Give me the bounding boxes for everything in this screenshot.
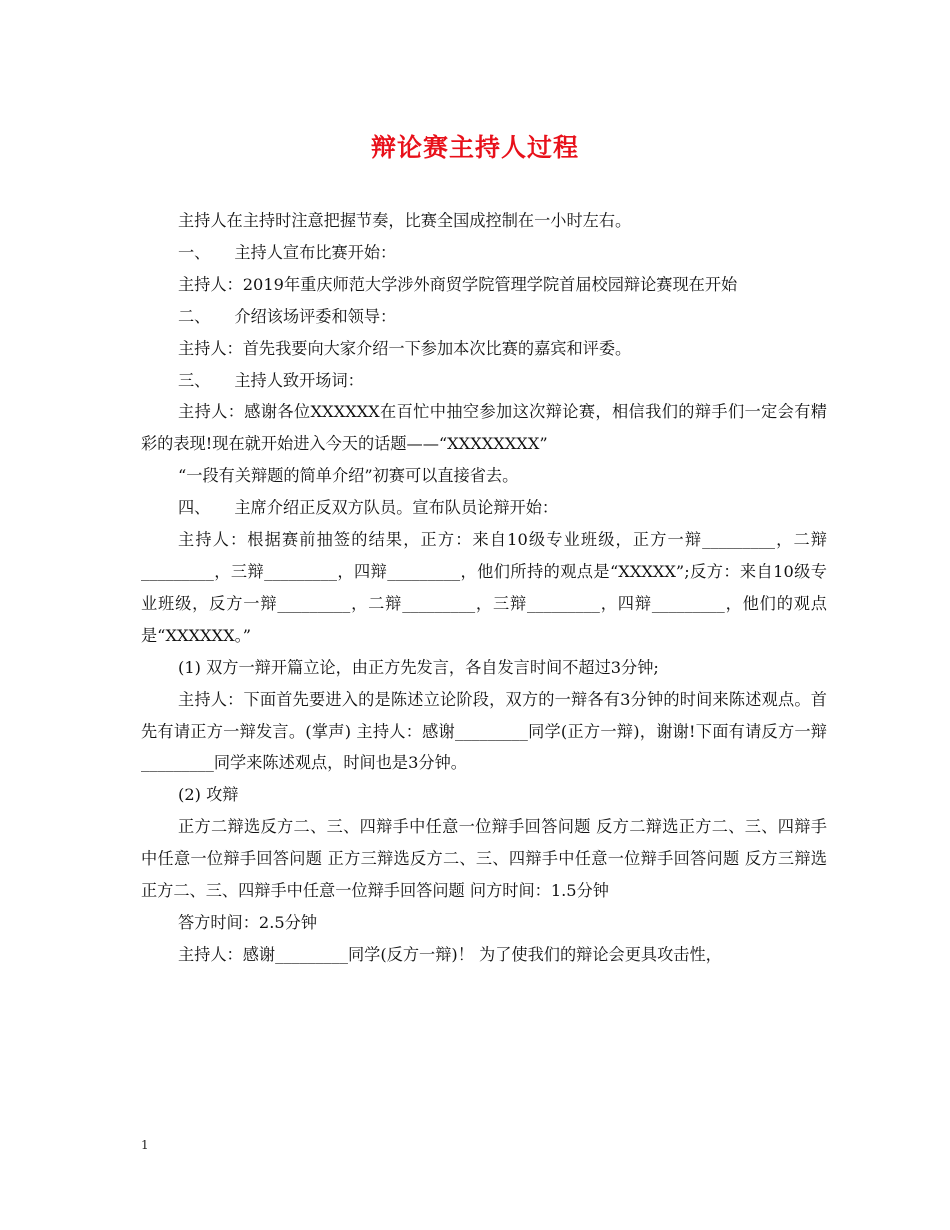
document-body bbox=[141, 205, 827, 971]
document-title: 辩论赛主持人过程 bbox=[370, 133, 579, 162]
paragraph-opening-announcement: 主持人：2019年重庆师范大学涉外商贸学院管理学院首届校园辩论赛现在开始 bbox=[178, 274, 738, 294]
paragraph-cross-examination-heading: (2) 攻辩 bbox=[178, 785, 239, 805]
paragraph-cross-examination-rules: 正方二辩选反方二、三、四辩手中任意一位辩手回答问题 反方二辩选正方二、三、四辩手中任意一位辩手回答问题 正方三辩选反方二、三、四辩手中任意一位辩手回答问题 反方三辩选正方二、三、四辩手中任意一位辩手回答问题 问方时间：1.5分钟 bbox=[141, 817, 827, 901]
paragraph-final-host-line: 主持人：感谢_________同学(反方一辩)！ 为了使我们的辩论会更具攻击性， bbox=[178, 944, 722, 964]
paragraph-topic-introduction: “一段有关辩题的简单介绍”初赛可以直接省去。 bbox=[178, 466, 519, 486]
section-one-title: 主持人宣布比赛开始： bbox=[234, 242, 397, 262]
paragraph-opening-speech: 主持人：感谢各位XXXXXX在百忙中抽空参加这次辩论赛，相信我们的辩手们一定会有精彩的表现!现在就开始进入今天的话题——“XXXXXXXX” bbox=[141, 402, 827, 454]
paragraph-first-stage: (1) 双方一辩开篇立论，由正方先发言，各自发言时间不超过3分钟; bbox=[178, 657, 659, 677]
section-two-heading bbox=[141, 301, 827, 333]
paragraph-team-introduction: 主持人：根据赛前抽签的结果，正方：来自10级专业班级，正方一辩_________，二辩_________，三辩_________，四辩_________，他们所持的观点是“XXXXX”;反方：来自10级专业班级，反方一辩_________，二辩_________，三辩_________，四辩_________，他们的观点是“XXXXXX。” bbox=[141, 530, 827, 645]
paragraph-first-stage-host: 主持人：下面首先要进入的是陈述立论阶段，双方的一辩各有3分钟的时间来陈述观点。首先有请正方一辩发言。(掌声) 主持人：感谢_________同学(正方一辩)，谢谢!下面有请反方一辩_________同学来陈述观点，时间也是3分钟。 bbox=[141, 689, 827, 773]
paragraph-introduce-judges: 主持人：首先我要向大家介绍一下参加本次比赛的嘉宾和评委。 bbox=[178, 338, 632, 358]
paragraph-answer-time: 答方时间：2.5分钟 bbox=[178, 912, 318, 932]
section-two-title: 介绍该场评委和领导： bbox=[234, 306, 397, 326]
page-number: 1 bbox=[141, 1138, 149, 1152]
section-one-heading bbox=[141, 237, 827, 269]
section-four-title: 主席介绍正反双方队员。宣布队员论辩开始： bbox=[234, 498, 559, 518]
paragraph-intro: 主持人在主持时注意把握节奏，比赛全国成控制在一小时左右。 bbox=[178, 211, 632, 230]
section-one-number: 一、 bbox=[178, 242, 211, 262]
section-two-number: 二、 bbox=[178, 306, 211, 326]
section-three-number: 三、 bbox=[178, 370, 211, 390]
section-three-heading bbox=[141, 365, 827, 397]
section-four-heading bbox=[141, 492, 827, 524]
section-four-number: 四、 bbox=[178, 498, 211, 518]
section-three-title: 主持人致开场词： bbox=[234, 370, 364, 390]
